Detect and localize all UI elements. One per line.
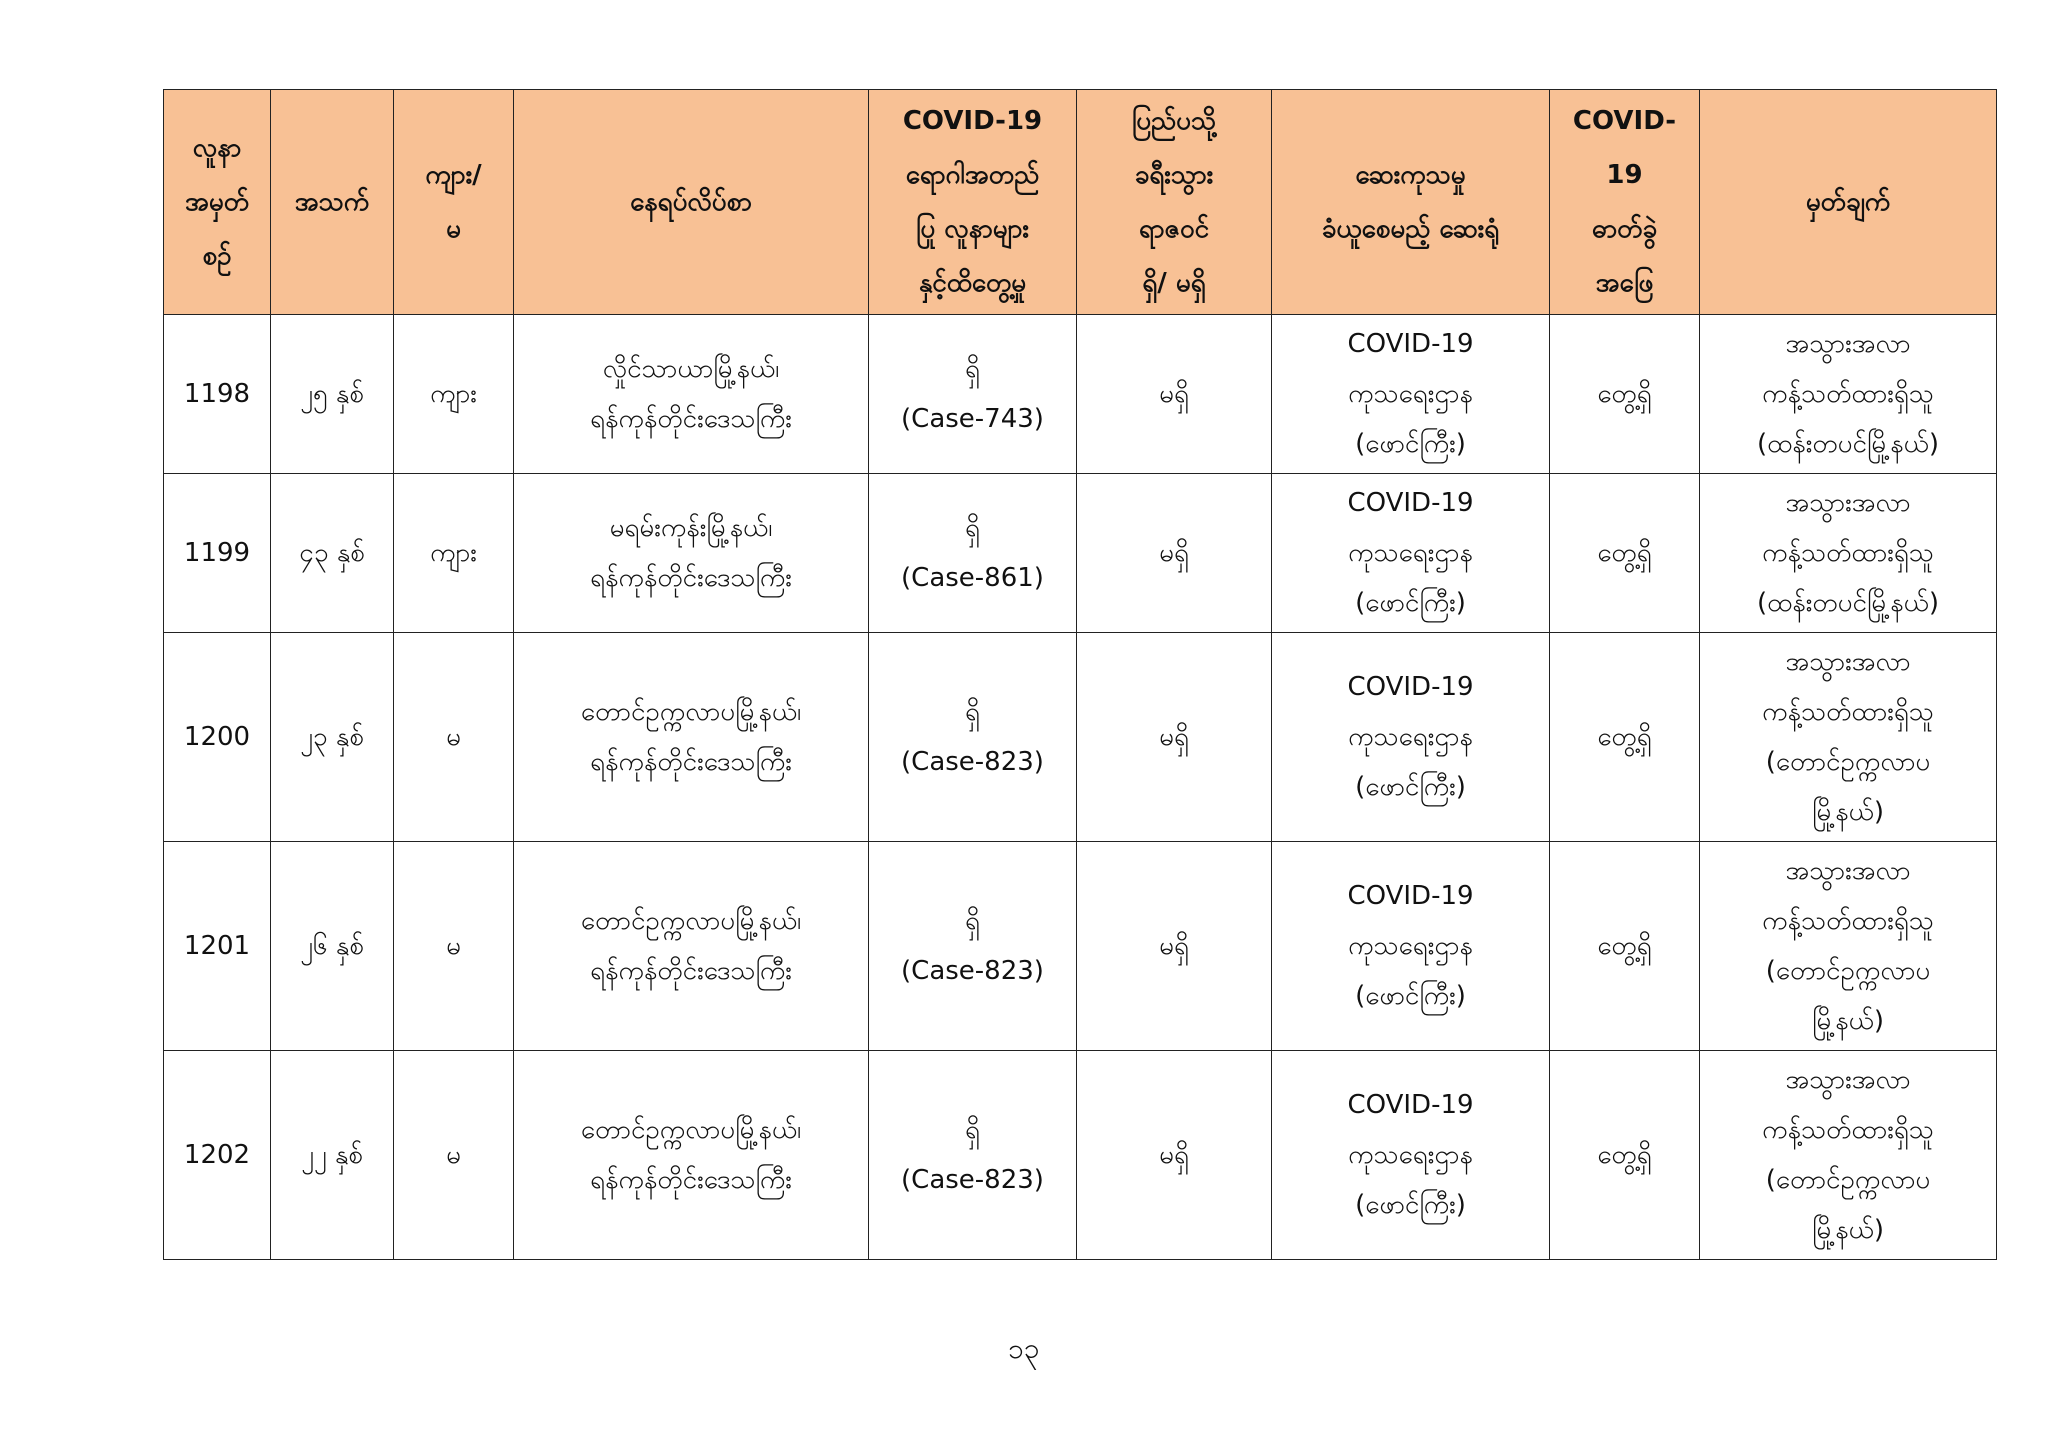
cell-contact: ရှိ (Case-743) <box>869 315 1077 474</box>
cell-patient-number: 1199 <box>164 474 271 633</box>
cell-age: ၂၂ နှစ် <box>271 1051 394 1260</box>
cell-remark: အသွားအလာ ကန့်သတ်ထားရှိသူ (တောင်ဥက္ကလာပ မြို့နယ်) <box>1700 1051 1997 1260</box>
cell-remark: အသွားအလာ ကန့်သတ်ထားရှိသူ (ထန်းတပင်မြို့နယ်) <box>1700 474 1997 633</box>
cell-patient-number: 1201 <box>164 842 271 1051</box>
cell-hospital: COVID-19 ကုသရေးဌာန (ဖောင်ကြီး) <box>1272 315 1550 474</box>
cell-lab-result: တွေ့ရှိ <box>1550 1051 1700 1260</box>
cell-contact: ရှိ (Case-823) <box>869 633 1077 842</box>
cell-patient-number: 1202 <box>164 1051 271 1260</box>
table-row <box>164 315 1997 474</box>
cell-hospital: COVID-19 ကုသရေးဌာန (ဖောင်ကြီး) <box>1272 1051 1550 1260</box>
table-row <box>164 633 1997 842</box>
header-cell-lab-result: COVID- 19 ဓာတ်ခွဲ အဖြေ <box>1550 90 1700 315</box>
cell-address: မရမ်းကုန်းမြို့နယ်၊ ရန်ကုန်တိုင်းဒေသကြီး <box>514 474 869 633</box>
cell-contact: ရှိ (Case-861) <box>869 474 1077 633</box>
cell-lab-result: တွေ့ရှိ <box>1550 633 1700 842</box>
cell-address: တောင်ဥက္ကလာပမြို့နယ်၊ ရန်ကုန်တိုင်းဒေသကြီး <box>514 842 869 1051</box>
header-cell-patient-number: လူနာ အမှတ် စဉ် <box>164 90 271 315</box>
cell-lab-result: တွေ့ရှိ <box>1550 315 1700 474</box>
table-header-row <box>164 90 1997 315</box>
cell-age: ၂၆ နှစ် <box>271 842 394 1051</box>
cell-remark: အသွားအလာ ကန့်သတ်ထားရှိသူ (ထန်းတပင်မြို့နယ်) <box>1700 315 1997 474</box>
cell-travel-history: မရှိ <box>1077 842 1272 1051</box>
cell-address: လှိုင်သာယာမြို့နယ်၊ ရန်ကုန်တိုင်းဒေသကြီး <box>514 315 869 474</box>
cell-travel-history: မရှိ <box>1077 315 1272 474</box>
table-row <box>164 842 1997 1051</box>
cell-contact: ရှိ (Case-823) <box>869 842 1077 1051</box>
cell-travel-history: မရှိ <box>1077 1051 1272 1260</box>
cell-hospital: COVID-19 ကုသရေးဌာန (ဖောင်ကြီး) <box>1272 633 1550 842</box>
cell-remark: အသွားအလာ ကန့်သတ်ထားရှိသူ (တောင်ဥက္ကလာပ မြို့နယ်) <box>1700 842 1997 1051</box>
header-cell-remark: မှတ်ချက် <box>1700 90 1997 315</box>
cell-age: ၄၃ နှစ် <box>271 474 394 633</box>
table-row <box>164 474 1997 633</box>
cell-remark: အသွားအလာ ကန့်သတ်ထားရှိသူ (တောင်ဥက္ကလာပ မြို့နယ်) <box>1700 633 1997 842</box>
header-cell-address: နေရပ်လိပ်စာ <box>514 90 869 315</box>
cell-patient-number: 1198 <box>164 315 271 474</box>
covid-cases-table <box>163 89 1997 1260</box>
header-cell-contact: COVID-19 ရောဂါအတည် ပြု လူနာများ နှင့်ထိတွေ့မှု <box>869 90 1077 315</box>
page-number: ၁၃ <box>1008 1332 1040 1365</box>
cell-hospital: COVID-19 ကုသရေးဌာန (ဖောင်ကြီး) <box>1272 474 1550 633</box>
header-cell-sex: ကျား/ မ <box>394 90 514 315</box>
cell-sex: ကျား <box>394 315 514 474</box>
header-cell-age: အသက် <box>271 90 394 315</box>
cell-age: ၂၃ နှစ် <box>271 633 394 842</box>
cell-hospital: COVID-19 ကုသရေးဌာန (ဖောင်ကြီး) <box>1272 842 1550 1051</box>
cell-lab-result: တွေ့ရှိ <box>1550 474 1700 633</box>
cell-travel-history: မရှိ <box>1077 474 1272 633</box>
header-cell-travel-history: ပြည်ပသို့ ခရီးသွား ရာဇဝင် ရှိ/ မရှိ <box>1077 90 1272 315</box>
cell-sex: ကျား <box>394 474 514 633</box>
cell-lab-result: တွေ့ရှိ <box>1550 842 1700 1051</box>
cell-contact: ရှိ (Case-823) <box>869 1051 1077 1260</box>
cell-address: တောင်ဥက္ကလာပမြို့နယ်၊ ရန်ကုန်တိုင်းဒေသကြီး <box>514 1051 869 1260</box>
cell-sex: မ <box>394 842 514 1051</box>
cell-age: ၂၅ နှစ် <box>271 315 394 474</box>
header-cell-hospital: ဆေးကုသမှု ခံယူစေမည့် ဆေးရုံ <box>1272 90 1550 315</box>
cell-sex: မ <box>394 633 514 842</box>
cell-patient-number: 1200 <box>164 633 271 842</box>
cell-address: တောင်ဥက္ကလာပမြို့နယ်၊ ရန်ကုန်တိုင်းဒေသကြီး <box>514 633 869 842</box>
table-row <box>164 1051 1997 1260</box>
cell-sex: မ <box>394 1051 514 1260</box>
cell-travel-history: မရှိ <box>1077 633 1272 842</box>
